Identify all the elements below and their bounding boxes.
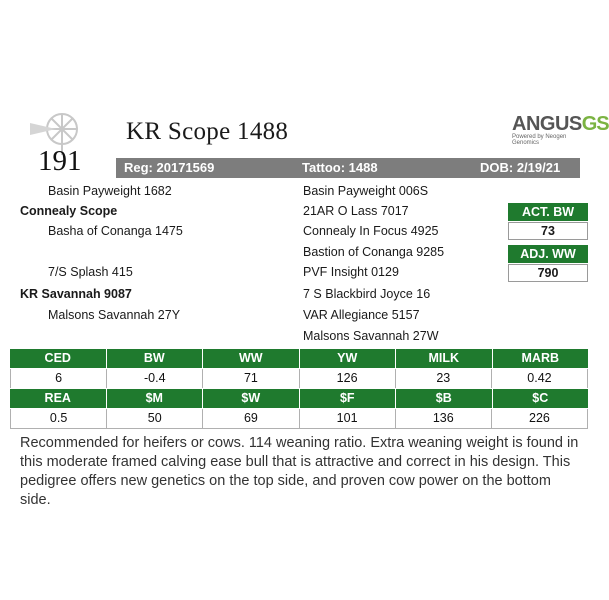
epd-label-c: $C bbox=[532, 391, 549, 405]
epd-label-m: $M bbox=[107, 389, 204, 408]
pedigree-dam-dam: Malsons Savannah 27Y bbox=[48, 308, 181, 322]
brand-word: ANGUS bbox=[512, 113, 582, 135]
adj-ww-label: ADJ. WW bbox=[508, 245, 588, 263]
pedigree-great-3: Connealy In Focus 4925 bbox=[303, 224, 439, 238]
epd-value-row-1 bbox=[10, 369, 588, 388]
epd-label-f: $F bbox=[300, 389, 397, 408]
epd-label-bw: BW bbox=[107, 349, 204, 368]
lot-number: 191 bbox=[38, 145, 82, 177]
pedigree-dam-sire: 7/S Splash 415 bbox=[48, 265, 133, 279]
epd-label-b: $B bbox=[396, 389, 493, 408]
reg-number: Reg: 20171569 bbox=[124, 160, 215, 175]
tattoo: Tattoo: 1488 bbox=[302, 160, 378, 175]
pedigree-sire-sire: Basin Payweight 1682 bbox=[48, 184, 172, 198]
pedigree-great-1: Basin Payweight 006S bbox=[303, 184, 429, 198]
brand-tagline: Powered by Neogen Genomics bbox=[512, 134, 567, 146]
pedigree-sire-dam: Basha of Conanga 1475 bbox=[48, 224, 183, 238]
epd-value-marb: 0.42 bbox=[527, 371, 552, 385]
epd-value-bw: -0.4 bbox=[107, 369, 203, 388]
dob: DOB: 2/19/21 bbox=[480, 160, 561, 175]
act-bw-value: 73 bbox=[508, 222, 588, 240]
angus-gs-logo bbox=[512, 113, 609, 149]
epd-value-ww: 71 bbox=[203, 369, 299, 388]
epd-value-milk: 23 bbox=[396, 369, 492, 388]
epd-label-marb: MARB bbox=[521, 351, 559, 365]
pedigree-sire: Connealy Scope bbox=[20, 204, 118, 218]
pedigree-great-7: VAR Allegiance 5157 bbox=[303, 308, 420, 322]
epd-value-yw: 126 bbox=[300, 369, 396, 388]
adj-ww-value: 790 bbox=[508, 264, 588, 282]
registration-bar bbox=[116, 158, 580, 178]
act-bw-label: ACT. BW bbox=[508, 203, 588, 221]
brand-suffix: GS bbox=[581, 113, 609, 135]
sale-notes: Recommended for heifers or cows. 114 weaning ratio. Extra weaning weight is found in this moderate framed calving ease bull that is attractive and correct in his design. This pedigree offers new genetics on the top side, and proven cow power on the bottom side. bbox=[20, 435, 579, 508]
epd-label-yw: YW bbox=[300, 349, 397, 368]
epd-value-rea: 0.5 bbox=[11, 409, 107, 428]
pedigree-great-6: 7 S Blackbird Joyce 16 bbox=[303, 287, 431, 301]
epd-label-rea: REA bbox=[10, 389, 107, 408]
pedigree-great-4: Bastion of Conanga 9285 bbox=[303, 245, 445, 259]
pedigree-great-8: Malsons Savannah 27W bbox=[303, 329, 439, 343]
epd-label-ced: CED bbox=[10, 349, 107, 368]
pedigree-great-5: PVF Insight 0129 bbox=[303, 265, 399, 279]
epd-label-w: $W bbox=[203, 389, 300, 408]
epd-header-row-1 bbox=[10, 349, 588, 368]
epd-label-ww: WW bbox=[203, 349, 300, 368]
epd-label-milk: MILK bbox=[396, 349, 493, 368]
pedigree-great-2: 21AR O Lass 7017 bbox=[303, 204, 409, 218]
epd-value-row-2 bbox=[10, 409, 588, 429]
epd-value-c: 226 bbox=[529, 411, 550, 425]
epd-value-ced: 6 bbox=[11, 369, 107, 388]
epd-header-row-2 bbox=[10, 389, 588, 408]
pedigree-dam: KR Savannah 9087 bbox=[20, 287, 132, 301]
epd-value-w: 69 bbox=[203, 409, 299, 428]
epd-value-f: 101 bbox=[300, 409, 396, 428]
animal-name: KR Scope 1488 bbox=[126, 118, 289, 145]
epd-value-m: 50 bbox=[107, 409, 203, 428]
epd-value-b: 136 bbox=[396, 409, 492, 428]
